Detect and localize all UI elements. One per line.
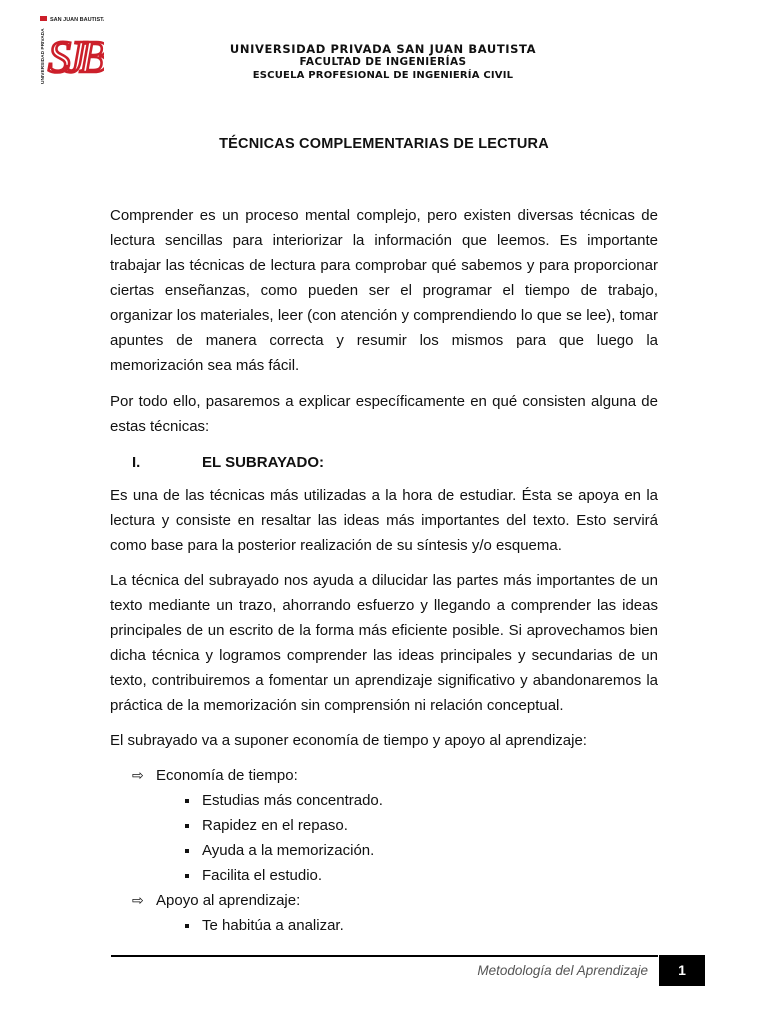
faculty-name: FACULTAD DE INGENIERÍAS	[299, 56, 467, 68]
paragraph-intro: Comprender es un proceso mental complejo, pero existen diversas técnicas de lectura sencillas para interiorizar la información que leemos. Es importante trabajar las técnicas de lectura para comprobar qué sabemos y para proporcionar ciertas enseñanzas, como pueden ser el programar el tiempo de trabajo, organizar los materiales, leer (con atención y comprendiendo lo que se lee), tomar apuntes de manera correcta y resumir los mismos para que luego la memorización sea más fácil.	[110, 207, 658, 374]
square-bullet-icon	[185, 824, 189, 828]
sub-list-item-text: Estudias más concentrado.	[202, 792, 383, 809]
square-bullet-icon	[185, 799, 189, 803]
document-header	[150, 42, 616, 82]
sub-list-item-text: Rapidez en el repaso.	[202, 817, 348, 834]
section-heading	[110, 450, 658, 475]
paragraph-definition: Es una de las técnicas más utilizadas a la hora de estudiar. Ésta se apoya en la lectura y consiste en resaltar las ideas más importantes del texto. Esto servirá como base para la posterior realización de su síntesis y/o esquema.	[110, 487, 658, 554]
list-item-label: Apoyo al aprendizaje:	[156, 892, 301, 909]
logo-side-text: UNIVERSIDAD PRIVADA	[41, 28, 46, 84]
sub-list	[156, 788, 658, 888]
sub-list-item	[182, 813, 658, 838]
paragraph-technique: La técnica del subrayado nos ayuda a dilucidar las partes más importantes de un texto mediante un trazo, ahorrando esfuerzo y llegando a comprender las ideas principales de un escrito de la forma más eficiente posible. Si aprovechamos bien dicha técnica y logramos comprender las ideas principales y secundarias de un texto, contribuiremos a fomentar un aprendizaje significativo y abandonaremos la práctica de la memorización sin comprensión ni relación conceptual.	[110, 572, 658, 714]
sub-list-item-text: Facilita el estudio.	[202, 867, 323, 884]
logo-top-text: SAN JUAN BAUTISTA	[50, 17, 104, 23]
section-title: EL SUBRAYADO:	[202, 454, 324, 471]
section-number: I.	[132, 454, 141, 471]
logo-monogram: SJB	[48, 31, 102, 82]
university-logo	[38, 14, 104, 86]
sub-list-item	[182, 913, 658, 938]
sub-list	[156, 913, 658, 938]
school-name: ESCUELA PROFESIONAL DE INGENIERÍA CIVIL	[252, 70, 514, 81]
paragraph-transition: Por todo ello, pasaremos a explicar específicamente en qué consisten alguna de estas técnicas:	[110, 393, 658, 435]
sub-list-item-text: Te habitúa a analizar.	[202, 917, 344, 934]
list-item	[132, 763, 658, 888]
sub-list-item-text: Ayuda a la memorización.	[202, 842, 375, 859]
sub-list-item	[182, 788, 658, 813]
university-name: UNIVERSIDAD PRIVADA SAN JUAN BAUTISTA	[229, 42, 537, 56]
sub-list-item	[182, 863, 658, 888]
page-number: 1	[659, 955, 705, 986]
arrow-right-icon: ⇨	[132, 767, 144, 783]
square-bullet-icon	[185, 924, 189, 928]
document-title: TÉCNICAS COMPLEMENTARIAS DE LECTURA	[219, 136, 549, 152]
list-item	[132, 888, 658, 938]
footer-course-name: Metodología del Aprendizaje	[477, 963, 648, 978]
paragraph-benefits: El subrayado va a suponer economía de tiempo y apoyo al aprendizaje:	[110, 732, 587, 749]
logo-mark-icon	[40, 16, 47, 21]
sub-list-item	[182, 838, 658, 863]
arrow-right-icon: ⇨	[132, 892, 144, 908]
document-body	[110, 203, 658, 938]
benefits-list	[110, 763, 658, 938]
list-item-label: Economía de tiempo:	[156, 767, 298, 784]
square-bullet-icon	[185, 874, 189, 878]
footer-divider	[111, 955, 658, 957]
square-bullet-icon	[185, 849, 189, 853]
